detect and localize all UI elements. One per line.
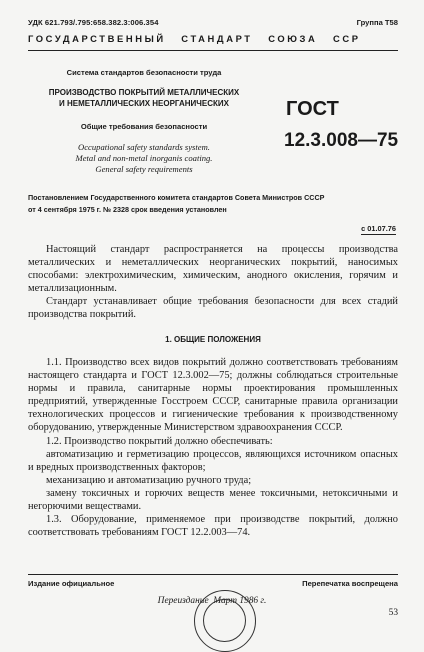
standard-subtitle: Общие требования безопасности [80,122,208,131]
group-code: Группа Т58 [356,18,398,27]
library-stamp-inner-ring [203,599,246,642]
reprint-prohibited: Перепечатка воспрещена [302,579,398,588]
gost-label: ГОСТ [286,98,339,120]
gost-number: 12.3.008—75 [284,130,399,151]
intro-text [28,243,398,322]
clause-1-2-item-b: механизацию и автоматизацию ручного труда; [46,474,252,486]
official-edition: Издание официальное [28,579,115,588]
system-title: Система стандартов безопасности труда [66,68,222,77]
state-standard-banner: ГОСУДАРСТВЕННЫЙ СТАНДАРТ СОЮЗА ССР [28,33,361,44]
clause-1-1: 1.1. Производство всех видов покрытий должно соответствовать требованиям настоящего стандарта и ГОСТ 12.3.002—75; должны соблюдаться строительные нормы и правила, санитарные нормы проектирования промышленных предприятий, утвержденные Госстроем СССР, санитарные правила организации технологических процессов и гигиенические требования к производственному оборудованию, утвержденные Министерством здравоохранения СССР. [28,357,398,434]
standard-title-line2: И НЕМЕТАЛЛИЧЕСКИХ НЕОРГАНИЧЕСКИХ [59,99,229,108]
footer-rule [28,574,398,575]
decree-line1: Постановлением Государственного комитета стандартов Совета Министров СССР [28,193,325,202]
page-number: 53 [388,608,398,618]
clause-1-2-item-a: автоматизацию и герметизацию процессов, являющихся источником опасных и вредных производственных факторов; [28,448,398,473]
english-title-line1: Occupational safety standards system. [78,142,210,152]
english-title-line2: Metal and non-metal inorganis coating. [75,153,213,163]
clause-1-2: 1.2. Производство покрытий должно обеспечивать: [46,435,273,447]
english-title-line3: General safety requirements [95,164,193,174]
standard-title-line1: ПРОИЗВОДСТВО ПОКРЫТИЙ МЕТАЛЛИЧЕСКИХ [48,88,240,97]
clause-1-2-item-c: замену токсичных и горючих веществ менее токсичными, нетоксичными и негорючими веществами. [28,487,398,513]
udk-code: УДК 621.793/.795:658.382.3:006.354 [28,18,159,27]
library-stamp [194,590,256,652]
effective-date: с 01.07.76 [361,224,396,233]
section-heading: 1. ОБЩИЕ ПОЛОЖЕНИЯ [165,335,261,344]
decree-line2: от 4 сентября 1975 г. № 2328 срок введения установлен [28,205,227,214]
republication-note: Переиздание Март 1986 г. [157,596,267,606]
clause-1-3: 1.3. Оборудование, применяемое при производстве покрытий, должно соответствовать требованиям ГОСТ 12.2.003—74. [28,514,398,539]
intro-paragraph-1: Настоящий стандарт распространяется на процессы производства металлических и неметаллических неорганических покрытий, наносимых способами: электрохимическим, химическим, анодного окисления, горячим и металлизационным. [28,244,398,295]
intro-paragraph-2: Стандарт устанавливает общие требования безопасности для всех стадий производства покрытий. [28,296,398,321]
section-body [28,356,398,539]
header-rule [28,50,398,51]
